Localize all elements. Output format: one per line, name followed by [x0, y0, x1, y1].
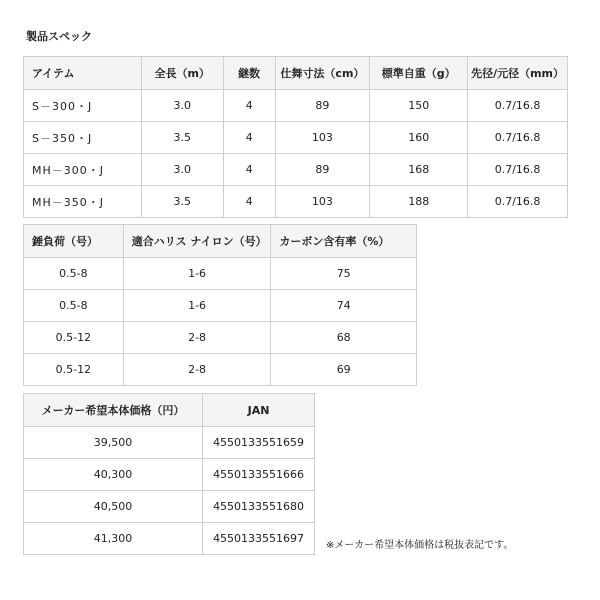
table-row — [24, 258, 417, 290]
closed-length-cell: 103 — [275, 186, 370, 218]
length-cell: 3.0 — [141, 154, 223, 186]
diameter-cell: 0.7/16.8 — [468, 90, 568, 122]
carbon-content-cell: 74 — [271, 290, 417, 322]
closed-length-cell: 89 — [275, 90, 370, 122]
table-row — [24, 122, 568, 154]
price-cell: 41,300 — [24, 523, 203, 555]
table-row — [24, 459, 315, 491]
sections-cell: 4 — [223, 154, 275, 186]
jan-cell: 4550133551697 — [203, 523, 315, 555]
header-weight: 標準自重（g） — [370, 57, 468, 90]
carbon-content-cell: 68 — [271, 322, 417, 354]
header-sections: 継数 — [223, 57, 275, 90]
page-title: 製品スペック — [26, 30, 92, 43]
leader-line-cell: 1-6 — [123, 258, 271, 290]
jan-cell: 4550133551680 — [203, 491, 315, 523]
sections-cell: 4 — [223, 186, 275, 218]
length-cell: 3.5 — [141, 186, 223, 218]
table-row — [24, 322, 417, 354]
sections-cell: 4 — [223, 122, 275, 154]
sections-cell: 4 — [223, 90, 275, 122]
table-row — [24, 491, 315, 523]
item-cell: S－350・J — [24, 122, 142, 154]
diameter-cell: 0.7/16.8 — [468, 186, 568, 218]
header-jan: JAN — [203, 394, 315, 427]
diameter-cell: 0.7/16.8 — [468, 154, 568, 186]
carbon-content-cell: 69 — [271, 354, 417, 386]
closed-length-cell: 103 — [275, 122, 370, 154]
carbon-content-cell: 75 — [271, 258, 417, 290]
header-sinker-load: 錘負荷（号） — [24, 225, 124, 258]
line-table-header-row — [24, 225, 417, 258]
weight-cell: 160 — [370, 122, 468, 154]
item-cell: MH－300・J — [24, 154, 142, 186]
table-row — [24, 290, 417, 322]
sinker-load-cell: 0.5-12 — [24, 354, 124, 386]
table-row — [24, 186, 568, 218]
spec-table — [23, 56, 568, 218]
price-table-header-row — [24, 394, 315, 427]
header-leader-line: 適合ハリス ナイロン（号） — [123, 225, 271, 258]
closed-length-cell: 89 — [275, 154, 370, 186]
weight-cell: 150 — [370, 90, 468, 122]
price-table — [23, 393, 315, 555]
item-cell: S－300・J — [24, 90, 142, 122]
length-cell: 3.5 — [141, 122, 223, 154]
item-cell: MH－350・J — [24, 186, 142, 218]
jan-cell: 4550133551666 — [203, 459, 315, 491]
weight-cell: 188 — [370, 186, 468, 218]
header-carbon-content: カーボン含有率（%） — [271, 225, 417, 258]
table-row — [24, 427, 315, 459]
leader-line-cell: 2-8 — [123, 322, 271, 354]
weight-cell: 168 — [370, 154, 468, 186]
price-cell: 40,300 — [24, 459, 203, 491]
leader-line-cell: 1-6 — [123, 290, 271, 322]
header-diameter: 先径/元径（mm） — [468, 57, 568, 90]
table-row — [24, 90, 568, 122]
line-table — [23, 224, 417, 386]
jan-cell: 4550133551659 — [203, 427, 315, 459]
leader-line-cell: 2-8 — [123, 354, 271, 386]
sinker-load-cell: 0.5-8 — [24, 258, 124, 290]
price-cell: 39,500 — [24, 427, 203, 459]
header-length: 全長（m） — [141, 57, 223, 90]
header-price: メーカー希望本体価格（円） — [24, 394, 203, 427]
header-closed-length: 仕舞寸法（cm） — [275, 57, 370, 90]
table-row — [24, 354, 417, 386]
sinker-load-cell: 0.5-8 — [24, 290, 124, 322]
sinker-load-cell: 0.5-12 — [24, 322, 124, 354]
spec-table-header-row — [24, 57, 568, 90]
length-cell: 3.0 — [141, 90, 223, 122]
table-row — [24, 523, 315, 555]
price-note: ※メーカー希望本体価格は税抜表記です。 — [326, 540, 514, 551]
price-cell: 40,500 — [24, 491, 203, 523]
header-item: アイテム — [24, 57, 142, 90]
table-row — [24, 154, 568, 186]
diameter-cell: 0.7/16.8 — [468, 122, 568, 154]
